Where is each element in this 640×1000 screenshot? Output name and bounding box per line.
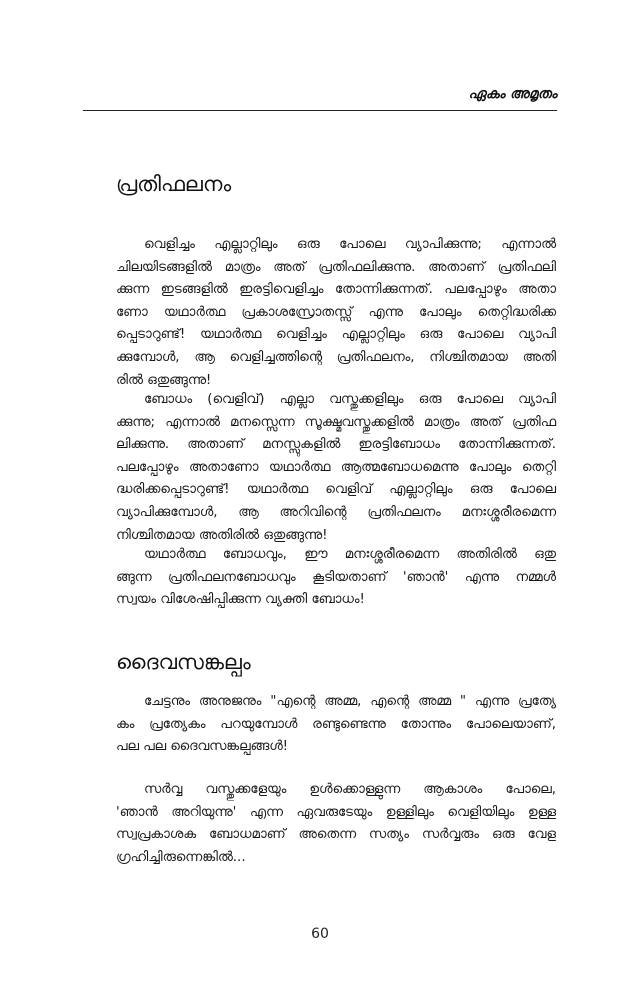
paragraph [116, 389, 556, 547]
text-line: ക്കുമ്പോൾ, ആ വെളിച്ചത്തിന്റെ പ്രതിഫലനം, നിശ്ചിതമായ അതി [116, 349, 556, 365]
text-line: പല പല ദൈവസങ്കല്പങ്ങൾ! [116, 739, 289, 755]
text-line: ചേട്ടനും അനുജനും "എന്റെ അമ്മ, എന്റെ അമ്മ " എന്നു പ്രത്യേ [144, 694, 556, 709]
text-line: ക്കുന്നു; എന്നാൽ മനസ്സെന്ന സൂക്ഷ്മവസ്തുക്കളിൽ മാത്രം അത് പ്രതിഫ [116, 414, 556, 430]
paragraph [116, 234, 556, 392]
text-line: വെളിച്ചം എല്ലാറ്റിലും ഒരു പോലെ വ്യാപിക്കുന്നു; എന്നാൽ [144, 237, 556, 252]
paragraph [116, 544, 556, 612]
text-line: നിശ്ചിതമായ അതിരിൽ ഒതുങ്ങുന്നു! [116, 527, 328, 543]
text-line: യഥാർത്ഥ ബോധവും, ഈ മനഃശ്ശരീരമെന്ന അതിരിൽ ഒതു [144, 547, 556, 562]
text-line: ചിലയിടങ്ങളിൽ മാത്രം അത് പ്രതിഫലിക്കുന്നു. അതാണ് പ്രതിഫലി [116, 259, 556, 275]
page-number: 60 [311, 926, 329, 942]
text-line: ദ്ധരിക്കപ്പെടാറുണ്ട്! യഥാർത്ഥ വെളിവ് എല്ലാറ്റിലും ഒരു പോലെ [116, 482, 556, 498]
paragraph [116, 691, 556, 759]
text-line: കം പ്രത്യേകം പറയുമ്പോൾ രണ്ടുണ്ടെന്നു തോന്നും പോലെയാണ്, [116, 716, 556, 732]
text-line: സ്വപ്രകാശക ബോധമാണ് അതെന്ന സത്യം സർവ്വരും ഒരു വേള [116, 827, 556, 843]
text-line: വ്യാപിക്കുമ്പോൾ, ആ അറിവിന്റെ പ്രതിഫലനം മനഃശ്ശരീരമെന്ന [116, 504, 556, 520]
text-line: സർവ്വ വസ്തുക്കളേയും ഉൾക്കൊള്ളുന്ന ആകാശം പോലെ, [144, 782, 556, 797]
text-line: 'ഞാൻ അറിയുന്നു' എന്ന ഏവരുടേയും ഉള്ളിലും വെളിയിലും ഉള്ള [116, 804, 556, 820]
header-rule [83, 110, 557, 111]
text-line: ഗ്രഹിച്ചിരുന്നെങ്കിൽ... [116, 849, 246, 865]
text-line: പ്പെടാറുണ്ട്! യഥാർത്ഥ വെളിച്ചം എല്ലാറ്റിലും ഒരു പോലെ വ്യാപി [116, 327, 556, 343]
text-line: ണോ യഥാർത്ഥ പ്രകാശസ്രോതസ്സ് എന്നു പോലും തെറ്റിദ്ധരിക്ക [116, 304, 556, 320]
text-line: സ്വയം വിശേഷിപ്പിക്കുന്ന വ്യക്തി ബോധം! [116, 592, 365, 608]
text-line: രിൽ ഒതുങ്ങുന്നു! [116, 372, 212, 388]
text-line: ങ്ങുന്ന പ്രതിഫലനബോധവും കൂടിയതാണ് 'ഞാൻ' എന്നു നമ്മൾ [116, 569, 556, 585]
text-line: ബോധം (വെളിവ്) എല്ലാ വസ്തുക്കളിലും ഒരു പോലെ വ്യാപി [144, 392, 556, 407]
section-title-reflection: പ്രതിഫലനം [116, 172, 232, 196]
text-line: ക്കുന്ന ഇടങ്ങളിൽ ഇരട്ടിവെളിച്ചം തോന്നിക്കുന്നത്. പലപ്പോഴും അതാ [116, 282, 556, 298]
running-header-title: ഏകം അമൃതം [468, 86, 557, 102]
text-line: പലപ്പോഴും അതാണോ യഥാർത്ഥ ആത്മബോധമെന്നു പോലും തെറ്റി [116, 459, 556, 475]
section-title-god-concept: ദൈവസങ്കല്പം [116, 650, 251, 674]
text-line: ലിക്കുന്നു. അതാണ് മനസ്സുകളിൽ ഇരട്ടിബോധം തോന്നിക്കുന്നത്. [116, 437, 556, 453]
paragraph [116, 779, 556, 869]
